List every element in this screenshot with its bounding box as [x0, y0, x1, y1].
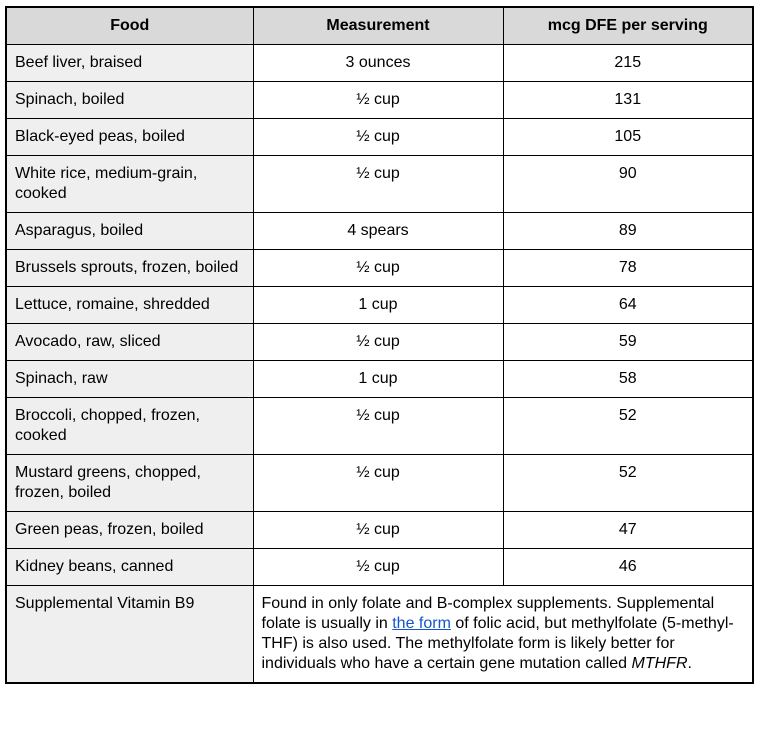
table-row — [6, 398, 753, 455]
table-row — [6, 213, 753, 250]
table-row — [6, 156, 753, 213]
measurement-cell: 3 ounces — [253, 45, 503, 82]
value-cell: 78 — [503, 250, 753, 287]
table-row — [6, 287, 753, 324]
note-text-end: . — [687, 655, 692, 672]
table-row — [6, 361, 753, 398]
note-text-after-link: of folic acid, but methylfolate (5-methyl-THF) is also used. The methylfolate form is likely better for individuals who have a certain gene mutation called — [261, 615, 734, 672]
col-header-value: mcg DFE per serving — [503, 7, 753, 45]
measurement-cell: ½ cup — [253, 156, 503, 213]
table-row — [6, 119, 753, 156]
measurement-cell: 1 cup — [253, 287, 503, 324]
value-cell: 89 — [503, 213, 753, 250]
table-row — [6, 45, 753, 82]
measurement-cell: ½ cup — [253, 512, 503, 549]
food-cell: Kidney beans, canned — [6, 549, 253, 586]
value-cell: 52 — [503, 455, 753, 512]
food-cell: White rice, medium-grain, cooked — [6, 156, 253, 213]
value-cell: 90 — [503, 156, 753, 213]
note-text-before-link: Found in only folate and B-complex supplements. Supplemental folate is usually in — [261, 595, 715, 632]
table-row — [6, 549, 753, 586]
value-cell: 46 — [503, 549, 753, 586]
measurement-cell: ½ cup — [253, 250, 503, 287]
table-row — [6, 324, 753, 361]
food-cell: Asparagus, boiled — [6, 213, 253, 250]
food-cell: Beef liver, braised — [6, 45, 253, 82]
value-cell: 58 — [503, 361, 753, 398]
header-row — [6, 7, 753, 45]
table-row — [6, 512, 753, 549]
measurement-cell: ½ cup — [253, 324, 503, 361]
col-header-measurement: Measurement — [253, 7, 503, 45]
supplement-note-cell — [253, 586, 753, 684]
value-cell: 131 — [503, 82, 753, 119]
measurement-cell: 4 spears — [253, 213, 503, 250]
table-row — [6, 455, 753, 512]
measurement-cell: ½ cup — [253, 398, 503, 455]
food-cell: Green peas, frozen, boiled — [6, 512, 253, 549]
note-row — [6, 586, 753, 684]
folate-table — [5, 6, 754, 684]
value-cell: 59 — [503, 324, 753, 361]
food-cell: Brussels sprouts, frozen, boiled — [6, 250, 253, 287]
the-form-link[interactable]: the form — [392, 615, 451, 632]
measurement-cell: ½ cup — [253, 119, 503, 156]
food-cell: Supplemental Vitamin B9 — [6, 586, 253, 684]
col-header-food: Food — [6, 7, 253, 45]
table-row — [6, 82, 753, 119]
value-cell: 105 — [503, 119, 753, 156]
measurement-cell: ½ cup — [253, 549, 503, 586]
value-cell: 47 — [503, 512, 753, 549]
table-row — [6, 250, 753, 287]
measurement-cell: 1 cup — [253, 361, 503, 398]
food-cell: Spinach, boiled — [6, 82, 253, 119]
food-cell: Lettuce, romaine, shredded — [6, 287, 253, 324]
gene-name-italic: MTHFR — [631, 655, 688, 672]
food-cell: Avocado, raw, sliced — [6, 324, 253, 361]
value-cell: 215 — [503, 45, 753, 82]
food-cell: Black-eyed peas, boiled — [6, 119, 253, 156]
food-cell: Broccoli, chopped, frozen, cooked — [6, 398, 253, 455]
value-cell: 52 — [503, 398, 753, 455]
measurement-cell: ½ cup — [253, 82, 503, 119]
value-cell: 64 — [503, 287, 753, 324]
food-cell: Mustard greens, chopped, frozen, boiled — [6, 455, 253, 512]
measurement-cell: ½ cup — [253, 455, 503, 512]
food-cell: Spinach, raw — [6, 361, 253, 398]
